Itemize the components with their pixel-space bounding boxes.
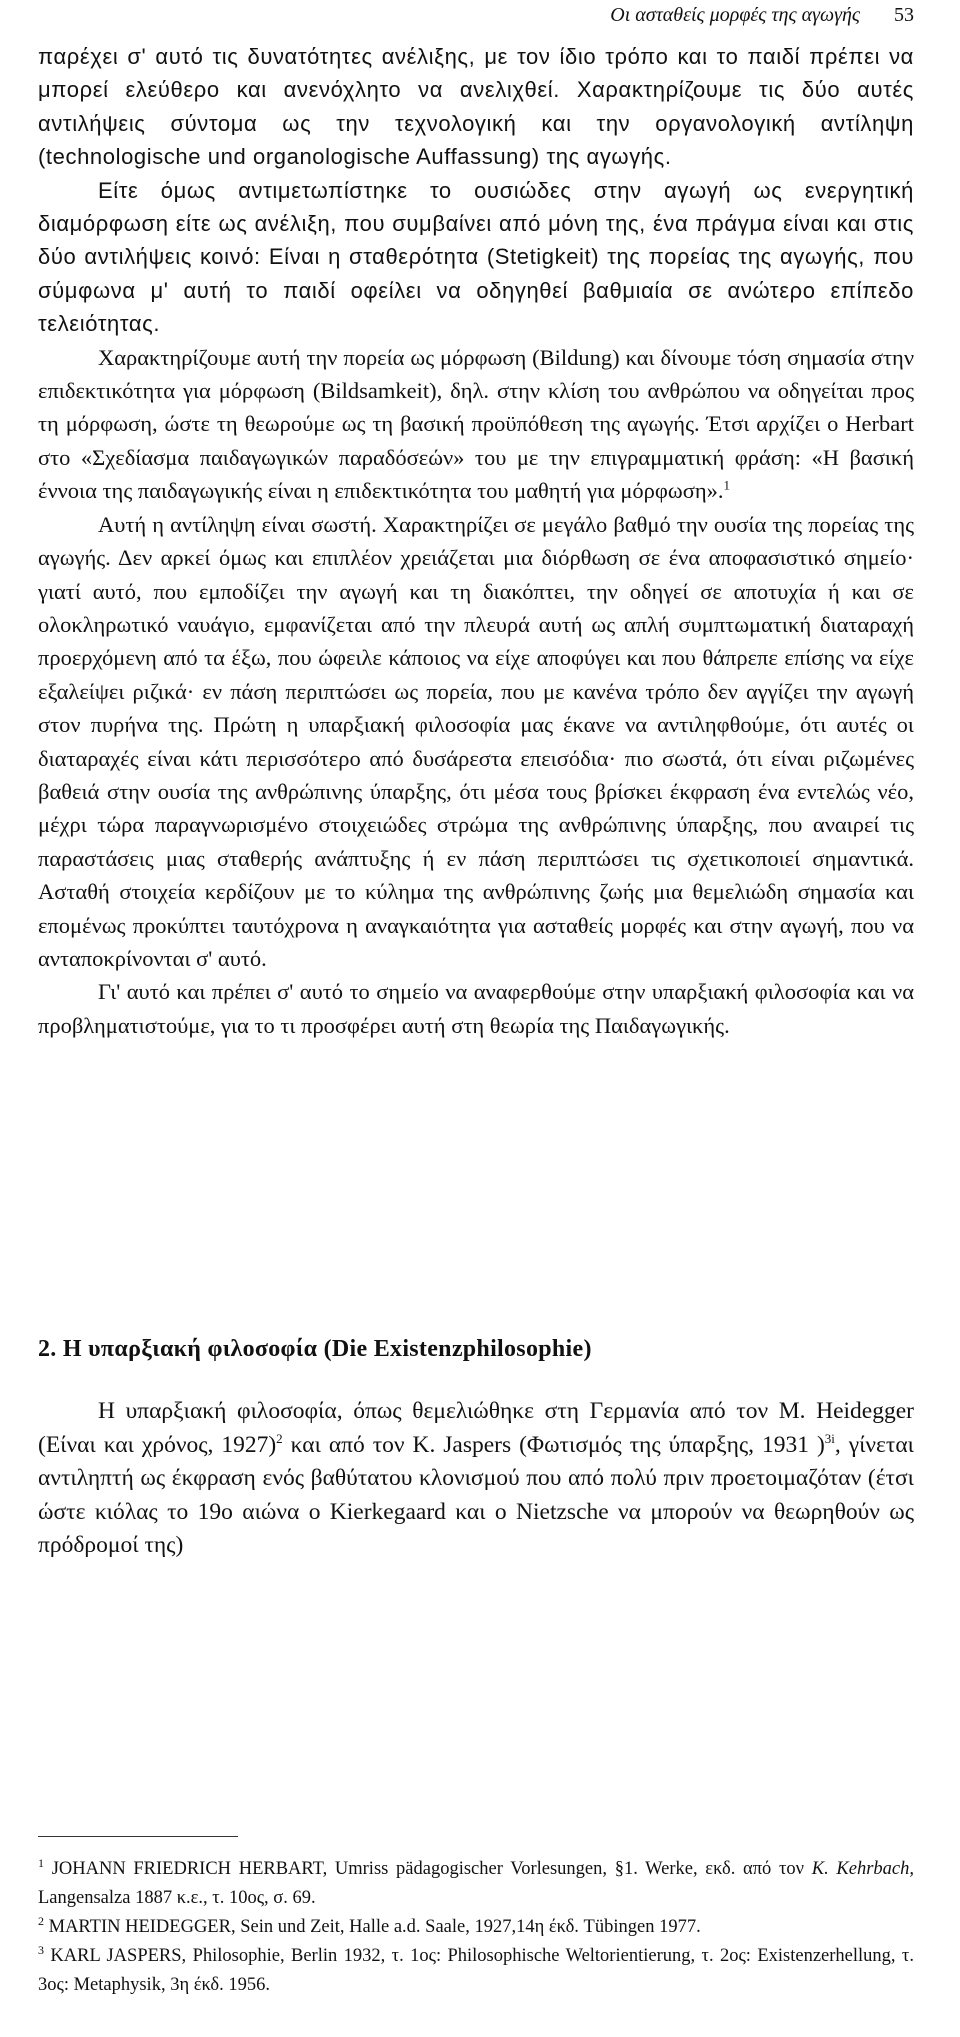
footnote-1-text-a: JOHANN FRIEDRICH HERBART, Umriss pädagogischer Vorlesungen, §1. Werke, εκδ. από τον [44,1859,812,1879]
paragraph-3-text: Χαρακτηρίζουμε αυτή την πορεία ως μόρφωση (Bildung) και δίνουμε τόση σημασία στην επιδεκτικότητα για μόρφωση (Bildsamkeit), δηλ. στην κλίση του ανθρώπου να οδηγείται προς τη μόρφωση, ώστε τη θεωρούμε ως τη βασική προϋπόθεση της αγωγής. Έτσι αρχίζει ο Herbart στο «Σχεδίασμα παιδαγωγικών παραδόσεών» του με την επιγραμματική φράση: «Η βασική έννοια της παιδαγωγικής είναι η επιδεκτικότητα του μαθητή για μόρφωση». [38,344,914,504]
footnote-3-text: KARL JASPERS, Philosophie, Berlin 1932, τ. 1ος: Philosophische Weltorientierung, τ. 2ος: Existenzerhellung, τ. 3ος: Metaphysik, 3η έκδ. 1956. [38,1946,914,1995]
footnote-2-text: MARTIN HEIDEGGER, Sein und Zeit, Halle a.d. Saale, 1927,14η έκδ. Tübingen 1977. [44,1917,701,1937]
footnote-1-number: 1 [38,1855,44,1870]
paragraph-1-terms: (technologische und organologische Auffassung) της αγωγής. [38,144,672,170]
paragraph-2: Είτε όμως αντιμετωπίστηκε το ουσιώδες στην αγωγή ως ενεργητική διαμόρφωση είτε ως ανέλιξη, που συμβαίνει από μόνη της, ένα πράγμα είναι και στις δύο αντιλήψεις κοινό: Είναι η σταθερότητα (Stetigkeit) της πορείας της αγωγής, που σύμφωνα μ' αυτή το παιδί οφείλει να οδηγηθεί βαθμιαία σε ανώτερο επίπεδο τελειότητας. [38,177,914,337]
section-text-b: και από τον K. Jaspers (Φωτισμός της ύπαρξης, 1931 ) [282,1431,825,1458]
footnote-2 [38,1913,914,1942]
book-page [38,0,914,2037]
footnote-ref-3[interactable]: 3i [824,1430,835,1446]
paragraph-1 [38,40,914,174]
footnote-1-editor: K. Kehrbach, [811,1859,914,1879]
running-head [610,0,914,30]
page-number: 53 [894,4,914,26]
section-paragraph [38,1395,914,1563]
body-text [38,40,914,1042]
footnotes [38,1855,914,2000]
footnote-2-number: 2 [38,1913,44,1928]
footnote-ref-1[interactable]: 1 [723,477,730,493]
footnote-ref-2[interactable]: 2 [276,1430,283,1446]
footnote-3 [38,1942,914,2000]
paragraph-1-text: παρέχει σ' αυτό τις δυνατότητες ανέλιξης, με τον ίδιο τρόπο και το παιδί πρέπει να μπορεί ελεύθερο και ανενόχλητο να ανελιχθεί. Χαρακτηρίζουμε τις δύο αυτές αντιλήψεις σύντομα ως την τεχνολογική και την οργανολογική αντίληψη [38,44,914,136]
section-heading: 2. Η υπαρξιακή φιλοσοφία (Die Existenzphilosophie) [38,1336,592,1362]
footnote-3-number: 3 [38,1942,44,1957]
footnote-divider [38,1836,238,1837]
section-text-a: Η υπαρξιακή φιλοσοφία, όπως θεμελιώθηκε στη Γερμανία από τον M. Heidegger (Είναι και χρόνος, 1927) [38,1398,914,1458]
paragraph-3 [38,341,914,508]
footnote-1-text-b: Langensalza 1887 κ.ε., τ. 10ος, σ. 69. [38,1888,316,1908]
paragraph-5: Γι' αυτό και πρέπει σ' αυτό το σημείο να αναφερθούμε στην υπαρξιακή φιλοσοφία και να προβληματιστούμε, για το τι προσφέρει αυτή στη θεωρία της Παιδαγωγικής. [38,979,914,1038]
footnote-1 [38,1855,914,1913]
section-text-c: , γίνεται αντιληπτή ως έκφραση ενός βαθύτατου κλονισμού που από πολύ πριν προετοιμαζόταν (έτσι ώστε κιόλας το 19ο αιώνα ο Kierkegaard και ο Nietzsche να μπορούν να θεωρηθούν ως πρόδρομοί της) [38,1431,915,1559]
running-head-title: Οι ασταθείς μορφές της αγωγής [610,4,860,26]
paragraph-4: Αυτή η αντίληψη είναι σωστή. Χαρακτηρίζει σε μεγάλο βαθμό την ουσία της πορείας της αγωγής. Δεν αρκεί όμως και επιπλέον χρειάζεται μια διόρθωση σε ένα αποφασιστικό σημείο· γιατί αυτό, που εμποδίζει την αγωγή και τη διακόπτει, την οδηγεί σε αποτυχία ή και σε ολοκληρωτικό ναυάγιο, εμφανίζεται από την πλευρά αυτή ως απλή συμπτωματική διαταραχή προερχόμενη από τα έξω, που ώφειλε κάποιος να είχε αποφύγει και που θάπρεπε επίσης να είχε εξαλείψει ριζικά· εν πάση περιπτώσει ως πορεία, που με κανένα τρόπο δεν αγγίζει την αγωγή στον πυρήνα της. Πρώτη η υπαρξιακή φιλοσοφία μας έκανε να αντιληφθούμε, ότι αυτές οι διαταραχές είναι κάτι περισσότερο από δυσάρεστα επεισόδια· πιο σωστά, ότι είναι ριζωμένες βαθειά στην ουσία της ανθρώπινης ύπαρξης, ότι μέσα τους βρίσκει έκφραση ένα εντελώς νέο, μέχρι τώρα παραγνωρισμένο στοιχειώδες στρώμα της ανθρώπινης ύπαρξης, που αναιρεί τις παραστάσεις μιας σταθερής ανάπτυξης ή εν πάση περιπτώσει τις σχετικοποιεί σημαντικά. Ασταθή στοιχεία κερδίζουν με το κύλημα της ανθρώπινης ζωής μια θεμελιώδη σημασία και επομένως προκύπτει ταυτόχρονα η αναγκαιότητα για ασταθείς μορφές και στην αγωγή, που να ανταποκρίνονται σ' αυτό. [38,511,914,971]
